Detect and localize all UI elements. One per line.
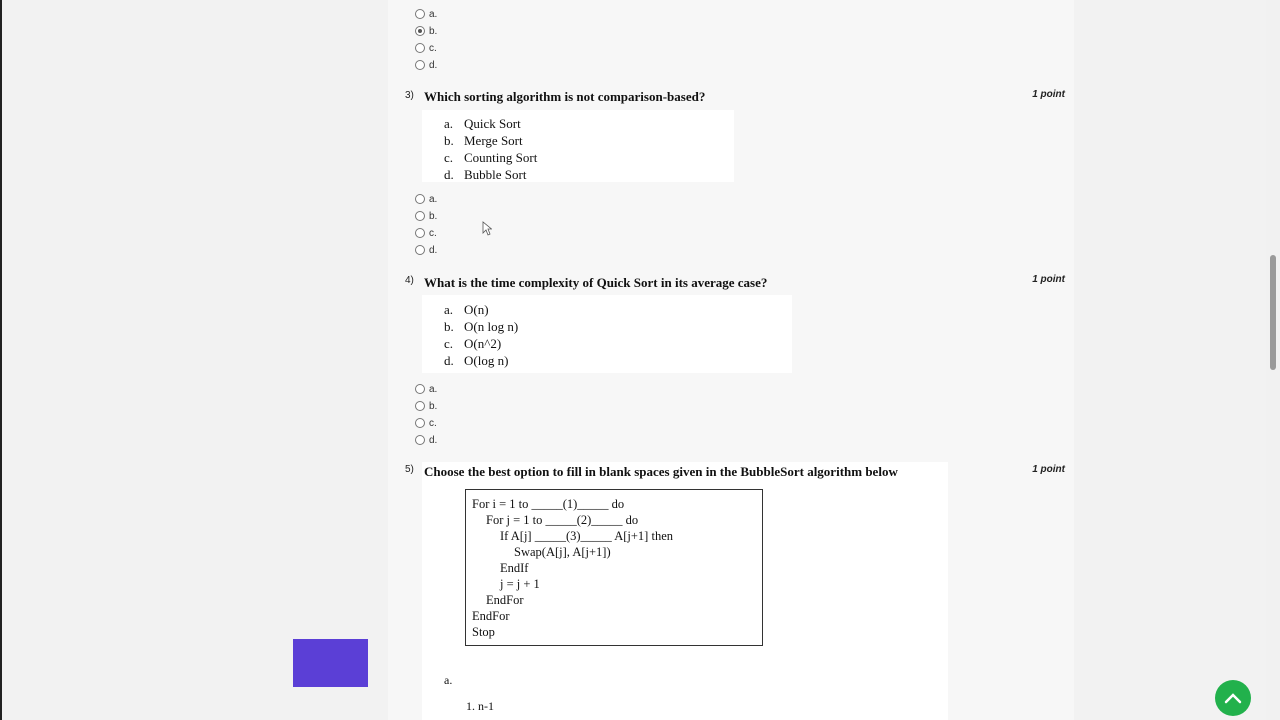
page-scrollbar[interactable] [1266,0,1280,720]
q4-option-a[interactable] [415,382,437,396]
q2-option-b[interactable] [415,24,437,38]
code-line: For i = 1 to _____(1)_____ do [472,497,625,511]
question-points: 1 point [1032,464,1065,475]
q3-option-c[interactable] [415,226,437,240]
option-row: a. Quick Sort [444,116,521,131]
q4-option-d[interactable] [415,433,437,447]
radio-label: b. [429,400,438,412]
radio-label: a. [429,8,438,20]
radio-button[interactable] [415,435,425,445]
q4-option-b[interactable] [415,399,437,413]
radio-label: c. [429,417,437,429]
code-line: Swap(A[j], A[j+1]) [514,545,611,559]
option-row: d. O(log n) [444,353,509,368]
radio-label: a. [429,193,438,205]
radio-button[interactable] [415,401,425,411]
radio-label: a. [429,383,438,395]
option-row: d. Bubble Sort [444,167,527,182]
code-line: EndFor [486,593,524,607]
option-row: b. O(n log n) [444,319,519,334]
radio-button[interactable] [415,418,425,428]
code-line: For j = 1 to _____(2)_____ do [486,513,639,527]
question-points: 1 point [1032,89,1065,100]
radio-button[interactable] [415,43,425,53]
question-text: What is the time complexity of Quick Sort in its average case? [424,275,768,290]
radio-label: d. [429,59,438,71]
question-text: Which sorting algorithm is not comparison-based? [424,89,706,104]
q2-option-d[interactable] [415,58,437,72]
q3-option-a[interactable] [415,192,437,206]
algorithm-code-box [465,489,763,646]
radio-button[interactable] [415,60,425,70]
question-number: 5) [405,464,414,475]
q3-option-d[interactable] [415,243,437,257]
q3-option-b[interactable] [415,209,437,223]
radio-label: d. [429,434,438,446]
q2-option-a[interactable] [415,7,437,21]
code-line: EndFor [472,609,510,623]
radio-button[interactable] [415,194,425,204]
radio-label: c. [429,227,437,239]
radio-label: b. [429,210,438,222]
code-line: j = j + 1 [500,577,540,591]
radio-button[interactable] [415,9,425,19]
purple-overlay-block [293,639,368,687]
radio-label: c. [429,42,437,54]
left-edge-border [0,0,2,720]
q4-option-c[interactable] [415,416,437,430]
scrollbar-thumb[interactable] [1270,255,1276,370]
question-points: 1 point [1032,274,1065,285]
option-row: c. O(n^2) [444,336,502,351]
radio-label: b. [429,25,438,37]
radio-button[interactable] [415,211,425,221]
mouse-cursor-icon [482,221,492,241]
question-options-image [422,295,792,373]
radio-button-selected[interactable] [415,26,425,36]
radio-label: d. [429,244,438,256]
option-row: b. Merge Sort [444,133,523,148]
question-options-image [422,110,734,182]
option-row: c. Counting Sort [444,150,538,165]
code-line: If A[j] _____(3)_____ A[j+1] then [500,529,673,543]
answer-option-item: 1. n-1 [466,699,494,713]
radio-button[interactable] [415,245,425,255]
chevron-up-icon [1224,692,1242,704]
code-line: EndIf [500,561,529,575]
answer-option-label: a. [444,673,453,687]
radio-button[interactable] [415,384,425,394]
question-text: Choose the best option to fill in blank spaces given in the BubbleSort algorithm below [424,464,898,479]
question-number: 4) [405,275,414,286]
question-number: 3) [405,90,414,101]
option-row: a. O(n) [444,302,489,317]
scroll-to-top-button[interactable] [1215,680,1251,716]
q2-option-c[interactable] [415,41,437,55]
radio-button[interactable] [415,228,425,238]
code-line: Stop [472,625,495,639]
